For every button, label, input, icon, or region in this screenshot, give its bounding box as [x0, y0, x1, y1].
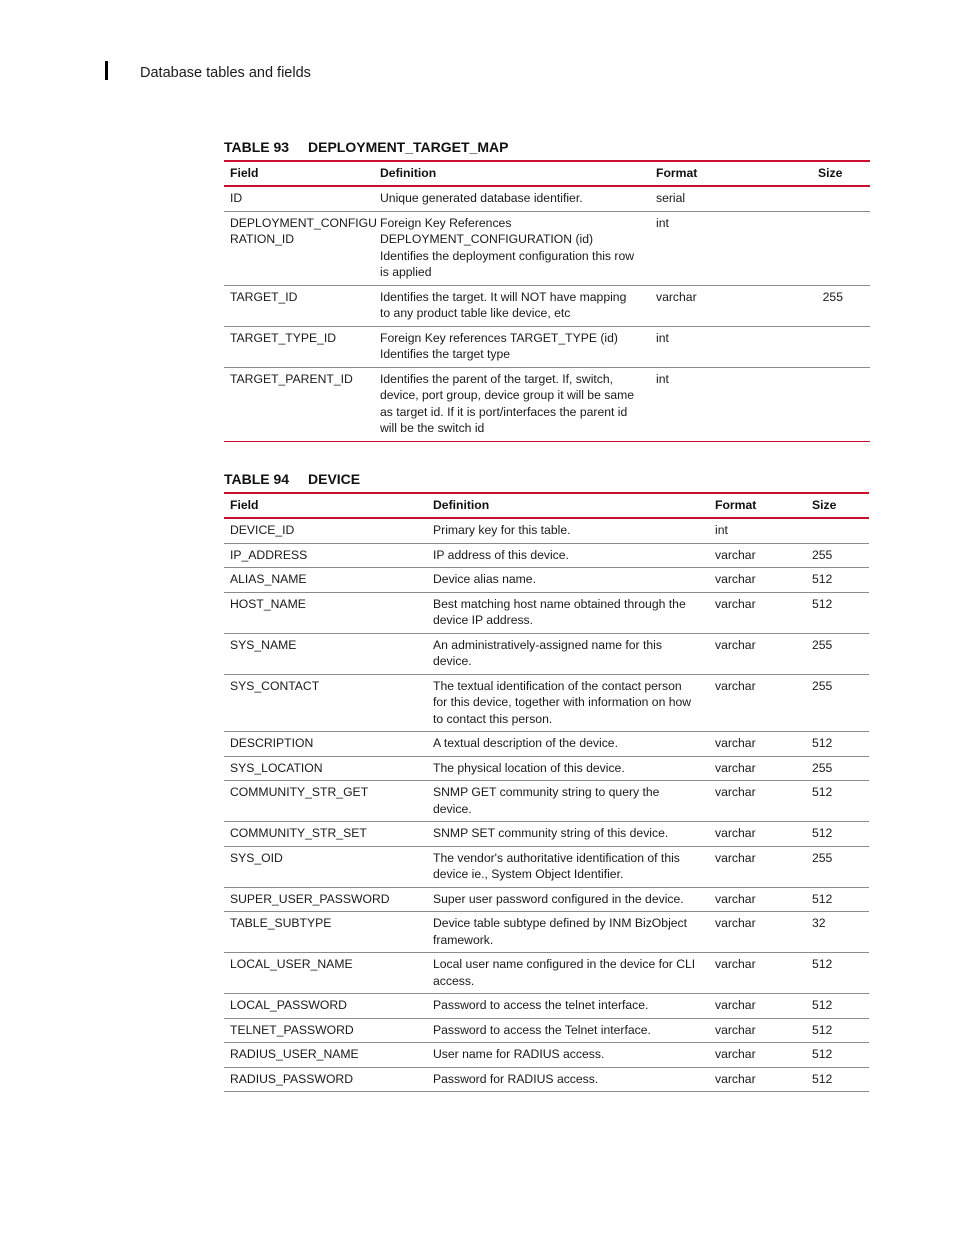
field-cell: LOCAL_USER_NAME [224, 953, 427, 994]
definition-cell [427, 592, 709, 633]
size-cell: 255 [806, 633, 869, 674]
table-row [224, 1067, 869, 1092]
definition-cell-line: The physical location of this device. [433, 760, 625, 775]
table-row [224, 633, 869, 674]
format-cell: varchar [709, 732, 806, 757]
column-header-format: Format [650, 161, 812, 186]
definition-cell-line: SNMP GET community string to query the [433, 785, 660, 799]
size-cell: 512 [806, 1067, 869, 1092]
format-cell: varchar [709, 822, 806, 847]
field-cell [224, 211, 377, 285]
table-row [224, 518, 869, 543]
definition-cell [427, 781, 709, 822]
field-cell: COMMUNITY_STR_GET [224, 781, 427, 822]
definition-cell-line: is applied [380, 265, 432, 279]
definition-cell-line: Device alias name. [433, 572, 536, 586]
field-cell: HOST_NAME [224, 592, 427, 633]
size-cell: 32 [806, 912, 869, 953]
definition-cell-line: to contact this person. [433, 711, 553, 726]
size-cell: 512 [806, 781, 869, 822]
field-cell: SYS_OID [224, 846, 427, 887]
field-cell: RADIUS_USER_NAME [224, 1043, 427, 1068]
definition-cell-line: for this device, together with information on how [433, 695, 692, 709]
table-93-name: DEPLOYMENT_TARGET_MAP [308, 139, 509, 155]
table-row [224, 186, 870, 211]
format-cell: int [650, 211, 812, 285]
field-cell-line: TARGET_PARENT_ID [230, 371, 353, 386]
definition-cell-line: DEPLOYMENT_CONFIGURATION (id) [380, 232, 594, 246]
size-cell [812, 186, 870, 211]
definition-cell-line: Password to access the telnet interface. [433, 998, 649, 1012]
size-cell: 512 [806, 568, 869, 593]
definition-cell [374, 285, 650, 326]
table-93-number: TABLE 93 [224, 139, 290, 155]
size-cell: 255 [806, 756, 869, 781]
format-cell: varchar [650, 285, 812, 326]
field-cell: SYS_LOCATION [224, 756, 427, 781]
format-cell: varchar [709, 781, 806, 822]
size-cell: 255 [806, 674, 869, 732]
definition-cell [374, 211, 650, 285]
definition-cell-line: A textual description of the device. [433, 736, 618, 750]
table-row [224, 285, 870, 326]
definition-cell-line: Device table subtype defined by INM BizObject [433, 916, 688, 930]
table-94-caption [224, 471, 360, 487]
field-cell [224, 186, 374, 211]
definition-cell [427, 1018, 709, 1043]
table-row [224, 953, 869, 994]
definition-cell-line: Password to access the Telnet interface. [433, 1022, 651, 1037]
size-cell: 512 [806, 822, 869, 847]
table-row [224, 732, 869, 757]
definition-cell-line: Foreign Key References [380, 215, 512, 230]
device-table [224, 492, 869, 1092]
definition-cell [427, 953, 709, 994]
format-cell: varchar [709, 994, 806, 1019]
definition-cell-line: device, port group, device group it will be same [380, 388, 635, 402]
field-cell: COMMUNITY_STR_SET [224, 822, 427, 847]
table-row [224, 846, 869, 887]
definition-cell-line: access. [433, 973, 475, 988]
field-cell: IP_ADDRESS [224, 543, 427, 568]
format-cell: varchar [709, 887, 806, 912]
table-row [224, 994, 869, 1019]
table-row [224, 211, 870, 285]
table-row [224, 912, 869, 953]
table-row [224, 674, 869, 732]
definition-cell-line: Super user password configured in the device. [433, 891, 684, 906]
field-cell [224, 326, 374, 367]
size-cell: 512 [806, 953, 869, 994]
size-cell [812, 326, 870, 367]
format-cell: int [650, 326, 812, 367]
field-cell: DEVICE_ID [224, 518, 427, 543]
size-cell [812, 211, 870, 285]
format-cell: varchar [709, 1018, 806, 1043]
change-bar [105, 61, 108, 80]
table-row [224, 756, 869, 781]
definition-cell [427, 994, 709, 1019]
format-cell: varchar [709, 912, 806, 953]
table-94-body [224, 518, 869, 1092]
field-cell: SYS_CONTACT [224, 674, 427, 732]
definition-cell-line: IP address of this device. [433, 547, 569, 562]
definition-cell [427, 1067, 709, 1092]
table-row [224, 781, 869, 822]
definition-cell [427, 674, 709, 732]
table-row [224, 1043, 869, 1068]
table-94-number: TABLE 94 [224, 471, 290, 487]
definition-cell-line: The textual identification of the contact person [433, 678, 682, 693]
definition-cell-line: SNMP SET community string of this device. [433, 826, 669, 840]
definition-cell-line: An administratively-assigned name for this [433, 637, 662, 652]
field-cell [224, 285, 374, 326]
definition-cell-line: Best matching host name obtained through the [433, 596, 686, 611]
field-cell-line: RATION_ID [230, 232, 295, 246]
definition-cell-line: as target id. If it is port/interfaces the parent id [380, 404, 628, 419]
definition-cell-line: Primary key for this table. [433, 523, 571, 537]
definition-cell-line: Identifies the target. It will NOT have mapping [380, 289, 627, 304]
table-row [224, 543, 869, 568]
field-cell [224, 367, 374, 441]
table-93-caption [224, 139, 508, 155]
field-cell-line: ID [230, 191, 243, 205]
format-cell: varchar [709, 633, 806, 674]
table-row [224, 822, 869, 847]
format-cell: varchar [709, 846, 806, 887]
definition-cell [427, 543, 709, 568]
column-header-format: Format [709, 493, 806, 518]
definition-cell-line: The vendor's authoritative identification of this [433, 850, 680, 865]
table-header-row [224, 493, 869, 518]
running-header: Database tables and fields [140, 65, 311, 81]
definition-cell-line: framework. [433, 932, 494, 947]
field-cell: DESCRIPTION [224, 732, 427, 757]
definition-cell [427, 846, 709, 887]
field-cell: LOCAL_PASSWORD [224, 994, 427, 1019]
table-row [224, 887, 869, 912]
deployment-target-map-table [224, 160, 870, 442]
size-cell: 255 [806, 846, 869, 887]
size-cell: 255 [806, 543, 869, 568]
column-header-field: Field [224, 493, 427, 518]
definition-cell-line: device. [433, 801, 472, 816]
definition-cell-line: device. [433, 654, 472, 668]
table-row [224, 568, 869, 593]
definition-cell [427, 518, 709, 543]
definition-cell [427, 732, 709, 757]
column-header-field: Field [224, 161, 374, 186]
definition-cell-line: Identifies the deployment configuration this row [380, 248, 635, 263]
field-cell-line: TARGET_ID [230, 289, 298, 304]
size-cell [812, 367, 870, 441]
field-cell: TABLE_SUBTYPE [224, 912, 427, 953]
field-cell: ALIAS_NAME [224, 568, 427, 593]
format-cell: varchar [709, 592, 806, 633]
definition-cell [374, 326, 650, 367]
definition-cell-line: Foreign Key references TARGET_TYPE (id) [380, 330, 618, 345]
format-cell: varchar [709, 568, 806, 593]
format-cell: varchar [709, 1067, 806, 1092]
column-header-definition: Definition [427, 493, 709, 518]
definition-cell-line: Unique generated database identifier. [380, 191, 583, 205]
definition-cell-line: will be the switch id [380, 421, 485, 435]
format-cell: int [709, 518, 806, 543]
column-header-size: Size [806, 493, 869, 518]
definition-cell-line: Password for RADIUS access. [433, 1071, 599, 1086]
definition-cell [374, 186, 650, 211]
format-cell: int [650, 367, 812, 441]
size-cell [806, 518, 869, 543]
table-header-row [224, 161, 870, 186]
format-cell: varchar [709, 756, 806, 781]
size-cell: 512 [806, 1043, 869, 1068]
definition-cell [427, 912, 709, 953]
definition-cell-line: device ie., System Object Identifier. [433, 867, 624, 881]
table-93-body [224, 186, 870, 441]
field-cell: SYS_NAME [224, 633, 427, 674]
field-cell: RADIUS_PASSWORD [224, 1067, 427, 1092]
definition-cell-line: Identifies the target type [380, 347, 511, 361]
table-row [224, 326, 870, 367]
field-cell-line: TARGET_TYPE_ID [230, 330, 337, 345]
definition-cell-line: User name for RADIUS access. [433, 1047, 605, 1061]
definition-cell [427, 633, 709, 674]
size-cell: 512 [806, 887, 869, 912]
definition-cell [427, 756, 709, 781]
table-94-name: DEVICE [308, 471, 361, 487]
definition-cell-line: device IP address. [433, 613, 534, 627]
format-cell: varchar [709, 674, 806, 732]
column-header-size: Size [812, 161, 870, 186]
size-cell: 512 [806, 1018, 869, 1043]
definition-cell [427, 887, 709, 912]
size-cell: 512 [806, 592, 869, 633]
definition-cell-line: Local user name configured in the device for CLI [433, 957, 696, 971]
format-cell: varchar [709, 953, 806, 994]
definition-cell [427, 568, 709, 593]
definition-cell [427, 822, 709, 847]
table-row [224, 1018, 869, 1043]
table-row [224, 367, 870, 441]
table-row [224, 592, 869, 633]
format-cell: varchar [709, 543, 806, 568]
format-cell: serial [650, 186, 812, 211]
format-cell: varchar [709, 1043, 806, 1068]
field-cell-line: DEPLOYMENT_CONFIGU [230, 215, 377, 230]
size-cell: 512 [806, 732, 869, 757]
column-header-definition: Definition [374, 161, 650, 186]
size-cell: 255 [812, 285, 870, 326]
definition-cell [374, 367, 650, 441]
definition-cell-line: Identifies the parent of the target. If, switch, [380, 371, 614, 386]
definition-cell-line: to any product table like device, etc [380, 306, 571, 320]
field-cell: SUPER_USER_PASSWORD [224, 887, 427, 912]
size-cell: 512 [806, 994, 869, 1019]
definition-cell [427, 1043, 709, 1068]
field-cell: TELNET_PASSWORD [224, 1018, 427, 1043]
